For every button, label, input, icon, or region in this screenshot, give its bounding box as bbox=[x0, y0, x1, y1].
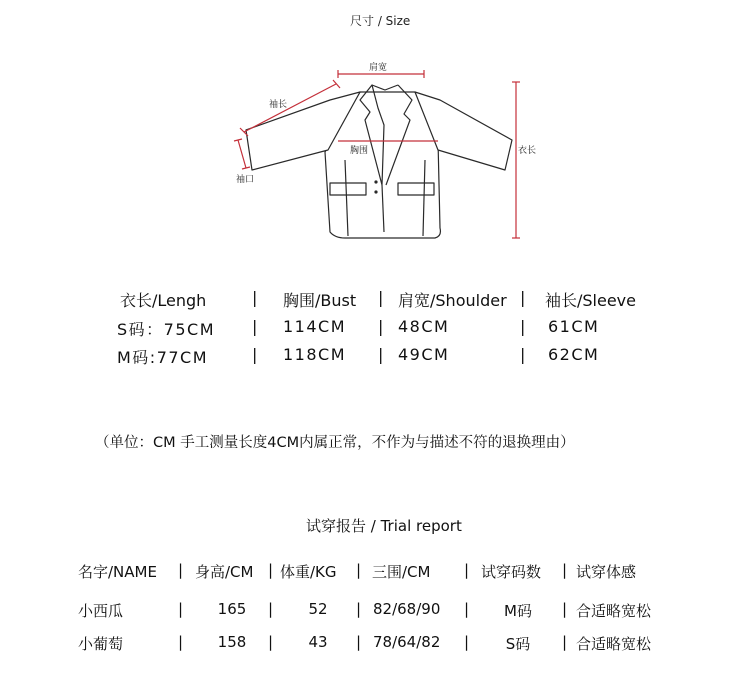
trial-header-fit: 试穿体感 bbox=[576, 563, 637, 581]
shoulder-label: 肩宽 bbox=[369, 63, 388, 73]
size-separator: | bbox=[378, 317, 384, 336]
trial-row-1-size: M码 bbox=[504, 602, 532, 620]
trial-header-weight: 体重/KG bbox=[280, 563, 337, 581]
size-separator: | bbox=[252, 317, 258, 336]
size-separator: | bbox=[520, 317, 526, 336]
size-separator: | bbox=[252, 288, 258, 307]
trial-separator: | bbox=[178, 633, 184, 651]
trial-row-1-fit: 合适略宽松 bbox=[576, 602, 652, 620]
trial-row-1-height: 165 bbox=[217, 600, 247, 618]
trial-row-1-measurements: 82/68/90 bbox=[373, 600, 441, 618]
trial-separator: | bbox=[178, 600, 184, 618]
trial-separator: | bbox=[464, 561, 470, 579]
trial-row-2-size: S码 bbox=[505, 635, 531, 653]
size-header-length: 衣长/Lengh bbox=[120, 291, 207, 310]
sleeve-label: 袖长 bbox=[269, 100, 288, 110]
trial-separator: | bbox=[268, 600, 274, 618]
size-m-length: M码:77CM bbox=[117, 348, 209, 367]
trial-row-1-name: 小西瓜 bbox=[78, 602, 124, 620]
bust-label: 胸围 bbox=[350, 146, 369, 156]
trial-row-2-fit: 合适略宽松 bbox=[576, 635, 652, 653]
size-s-bust: 114CM bbox=[283, 317, 347, 336]
trial-separator: | bbox=[464, 633, 470, 651]
size-separator: | bbox=[520, 288, 526, 307]
size-m-sleeve: 62CM bbox=[548, 345, 600, 364]
size-separator: | bbox=[378, 288, 384, 307]
trial-row-2-weight: 43 bbox=[308, 633, 328, 651]
size-s-length: S码：75CM bbox=[117, 320, 215, 339]
size-m-shoulder: 49CM bbox=[398, 345, 450, 364]
size-s-sleeve: 61CM bbox=[548, 317, 600, 336]
trial-header-height: 身高/CM bbox=[195, 563, 254, 581]
trial-title: 试穿报告 / Trial report bbox=[306, 517, 462, 535]
trial-separator: | bbox=[356, 633, 362, 651]
trial-separator: | bbox=[562, 600, 568, 618]
size-m-bust: 118CM bbox=[283, 345, 347, 364]
trial-separator: | bbox=[464, 600, 470, 618]
size-separator: | bbox=[252, 345, 258, 364]
size-separator: | bbox=[378, 345, 384, 364]
trial-separator: | bbox=[562, 561, 568, 579]
measurement-note: （单位：CM 手工测量长度4CM内属正常，不作为与描述不符的退换理由） bbox=[95, 435, 575, 451]
trial-separator: | bbox=[178, 561, 184, 579]
trial-header-size: 试穿码数 bbox=[481, 563, 542, 581]
size-s-shoulder: 48CM bbox=[398, 317, 450, 336]
trial-row-2-measurements: 78/64/82 bbox=[373, 633, 441, 651]
trial-header-measurements: 三围/CM bbox=[372, 563, 431, 581]
length-label: 衣长 bbox=[518, 146, 537, 156]
size-header-bust: 胸围/Bust bbox=[283, 291, 357, 310]
trial-row-2-height: 158 bbox=[217, 633, 247, 651]
size-title: 尺寸 / Size bbox=[350, 14, 411, 28]
size-header-shoulder: 肩宽/Shoulder bbox=[398, 291, 507, 310]
trial-row-1-weight: 52 bbox=[308, 600, 328, 618]
size-separator: | bbox=[520, 345, 526, 364]
trial-separator: | bbox=[356, 561, 362, 579]
jacket-size-diagram bbox=[0, 0, 750, 260]
cuff-label: 袖口 bbox=[236, 175, 255, 185]
trial-separator: | bbox=[356, 600, 362, 618]
size-header-sleeve: 袖长/Sleeve bbox=[545, 291, 636, 310]
trial-separator: | bbox=[562, 633, 568, 651]
trial-separator: | bbox=[268, 633, 274, 651]
trial-separator: | bbox=[268, 561, 274, 579]
trial-header-name: 名字/NAME bbox=[78, 563, 157, 581]
trial-row-2-name: 小葡萄 bbox=[78, 635, 124, 653]
